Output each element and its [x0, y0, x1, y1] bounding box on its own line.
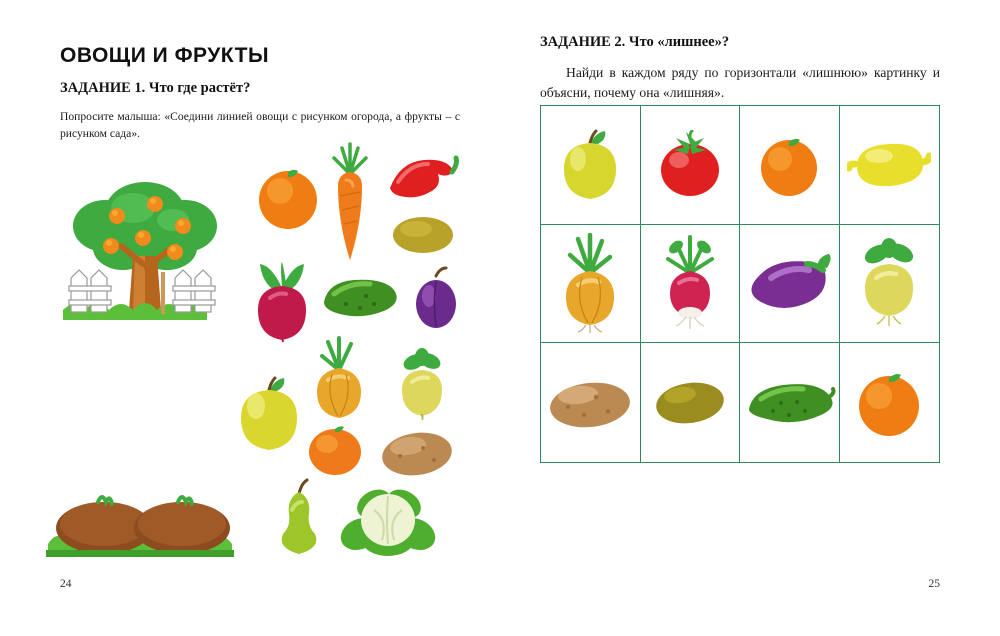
task-1-note: Попросите малыша: «Соедини линией овощи с рисунком огорода, а фрукты – с рисунком сада». — [60, 110, 460, 140]
grid-cell-potato[interactable] — [541, 343, 641, 462]
grid-cell-eggplant[interactable] — [740, 225, 840, 344]
task-2-instruction: Найди в каждом ряду по горизонтали «лишнюю» картинку и объясни, почему она «лишняя». — [540, 65, 940, 101]
grid-cell-radish[interactable] — [641, 225, 741, 344]
page-number-right: 25 — [928, 578, 940, 590]
potato-item — [390, 210, 456, 258]
potato-2-item — [378, 424, 456, 480]
right-page — [500, 0, 1000, 636]
cabbage-item — [340, 482, 436, 560]
grid-cell-tomato[interactable] — [641, 106, 741, 225]
task-2-title: ЗАДАНИЕ 2. Что «лишнее»? — [540, 34, 730, 50]
grid-cell-lemon[interactable] — [840, 106, 940, 225]
grid-cell-apple[interactable] — [541, 106, 641, 225]
grid-cell-orange[interactable] — [740, 106, 840, 225]
apple-tree-illustration — [55, 160, 235, 340]
page-title: ОВОЩИ И ФРУКТЫ — [60, 44, 270, 67]
plum-item — [408, 266, 464, 332]
beet-item — [244, 262, 320, 342]
onion-item — [304, 336, 374, 422]
odd-one-out-grid — [540, 105, 940, 463]
tangerine-item — [302, 418, 368, 480]
grid-cell-turnip[interactable] — [840, 225, 940, 344]
grid-cell-onion[interactable] — [541, 225, 641, 344]
grid-cell-cucumber[interactable] — [740, 343, 840, 462]
carrot-item — [326, 140, 374, 265]
apple-item — [228, 372, 310, 454]
orange-item — [252, 160, 324, 232]
task-1-title: ЗАДАНИЕ 1. Что где растёт? — [60, 80, 251, 96]
grid-cell-kiwi[interactable] — [641, 343, 741, 462]
garden-beds-illustration — [42, 466, 242, 561]
turnip-item — [390, 348, 454, 420]
grid-cell-orange-2[interactable] — [840, 343, 940, 462]
cucumber-item — [316, 268, 402, 324]
page-number-left: 24 — [60, 578, 72, 590]
pear-item — [268, 478, 330, 558]
red-pepper-item — [382, 148, 460, 210]
